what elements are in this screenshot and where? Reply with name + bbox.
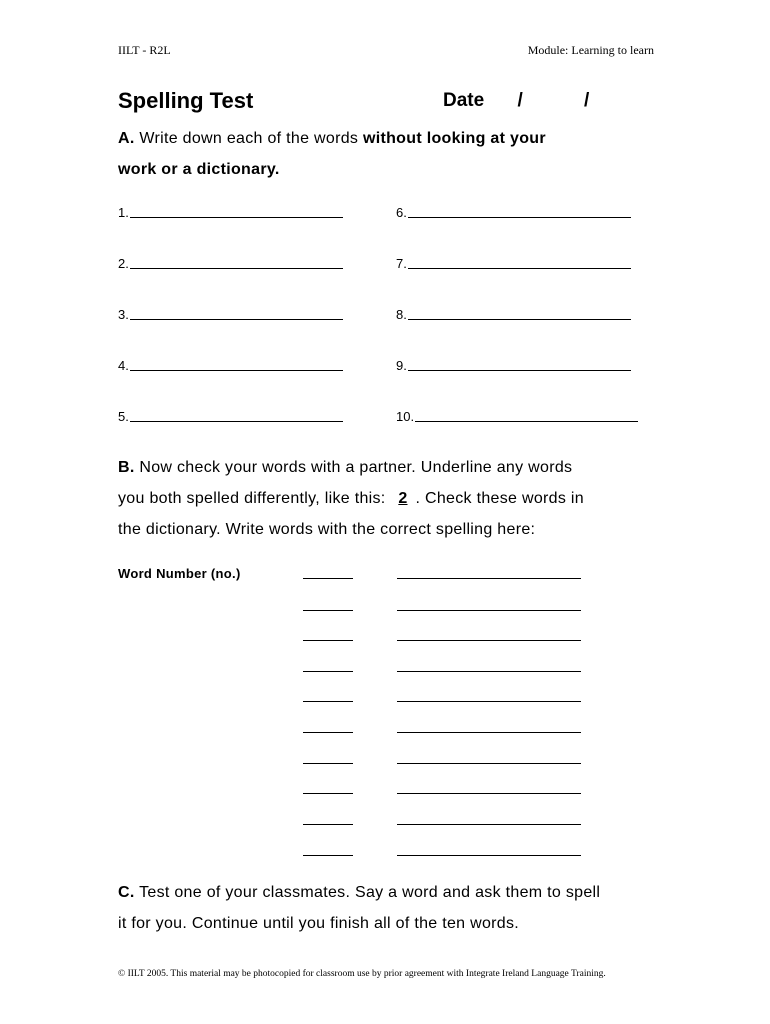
section-b-letter: B. — [118, 459, 135, 476]
header-right: Module: Learning to learn — [527, 43, 654, 57]
answer-line-4[interactable] — [118, 358, 343, 373]
section-b-text-1: Now check your words with a partner. Underline any words — [134, 459, 573, 476]
page-title: Spelling Test — [118, 88, 254, 113]
section-b-text-2a: you both spelled differently, like this: — [118, 490, 391, 507]
blank-line[interactable] — [130, 420, 343, 422]
word-number-label: Word Number (no.) — [118, 566, 241, 581]
blank-line[interactable] — [130, 267, 343, 269]
section-b-line-3 — [118, 521, 535, 539]
section-a-line-2 — [118, 161, 280, 179]
section-c-line-2 — [118, 915, 519, 933]
correct-spelling-blank[interactable] — [397, 793, 581, 794]
word-number-blank[interactable] — [303, 855, 353, 856]
answer-line-9[interactable] — [396, 358, 631, 373]
section-b-line-2 — [118, 490, 584, 508]
date-separator-2: / — [584, 90, 590, 111]
correct-spelling-blank[interactable] — [397, 578, 581, 579]
answer-line-3[interactable] — [118, 307, 343, 322]
section-b-line-1 — [118, 459, 572, 477]
answer-number: 10. — [396, 409, 415, 424]
correct-spelling-blank[interactable] — [397, 732, 581, 733]
blank-line[interactable] — [130, 369, 343, 371]
word-number-blank[interactable] — [303, 793, 353, 794]
answer-number: 8. — [396, 307, 407, 322]
word-number-blank[interactable] — [303, 578, 353, 579]
correct-spelling-blank[interactable] — [397, 640, 581, 641]
answer-line-6[interactable] — [396, 205, 631, 220]
correct-spelling-blank[interactable] — [397, 671, 581, 672]
answer-line-7[interactable] — [396, 256, 631, 271]
answer-number: 9. — [396, 358, 407, 373]
blank-line[interactable] — [408, 318, 631, 320]
section-c-text-1: Test one of your classmates. Say a word and ask them to spell — [134, 884, 601, 901]
answer-number: 1. — [118, 205, 129, 220]
blank-line[interactable] — [415, 420, 638, 422]
correct-spelling-blank[interactable] — [397, 855, 581, 856]
section-a-line-1 — [118, 130, 546, 148]
answer-number: 3. — [118, 307, 129, 322]
date-label: Date — [443, 90, 485, 111]
answer-line-1[interactable] — [118, 205, 343, 220]
section-a-letter: A. — [118, 130, 135, 147]
footer-copyright: © IILT 2005. This material may be photocopied for classroom use by prior agreement with Integrate Ireland Language Training. — [118, 969, 606, 979]
correct-spelling-blank[interactable] — [397, 610, 581, 611]
blank-line[interactable] — [408, 267, 631, 269]
blank-line[interactable] — [408, 216, 631, 218]
blank-line[interactable] — [130, 318, 343, 320]
section-a-bold-2: work or a dictionary. — [118, 161, 280, 178]
date-field — [443, 90, 589, 112]
word-number-blank[interactable] — [303, 732, 353, 733]
answer-number: 6. — [396, 205, 407, 220]
word-number-blank[interactable] — [303, 610, 353, 611]
header-left: IILT - R2L — [118, 43, 171, 57]
answer-line-5[interactable] — [118, 409, 343, 424]
answer-number: 2. — [118, 256, 129, 271]
word-number-blank[interactable] — [303, 701, 353, 702]
word-number-blank[interactable] — [303, 763, 353, 764]
answer-line-10[interactable] — [396, 409, 638, 424]
section-c-letter: C. — [118, 884, 135, 901]
word-number-blank[interactable] — [303, 824, 353, 825]
answer-line-2[interactable] — [118, 256, 343, 271]
answer-number: 7. — [396, 256, 407, 271]
section-b-text-3: the dictionary. Write words with the correct spelling here: — [118, 521, 536, 538]
answer-line-8[interactable] — [396, 307, 631, 322]
underline-sample: 2 — [398, 490, 408, 507]
correct-spelling-blank[interactable] — [397, 824, 581, 825]
word-number-blank[interactable] — [303, 671, 353, 672]
section-a-text: Write down each of the words — [134, 130, 363, 147]
date-separator-1: / — [517, 90, 523, 111]
blank-line[interactable] — [130, 216, 343, 218]
answer-number: 5. — [118, 409, 129, 424]
section-b-text-2b: . Check these words in — [415, 490, 584, 507]
section-c-text-2: it for you. Continue until you finish all of the ten words. — [118, 915, 520, 932]
blank-line[interactable] — [408, 369, 631, 371]
answer-number: 4. — [118, 358, 129, 373]
correct-spelling-blank[interactable] — [397, 701, 581, 702]
section-c-line-1 — [118, 884, 600, 902]
correct-spelling-blank[interactable] — [397, 763, 581, 764]
section-a-bold-1: without looking at your — [362, 130, 546, 147]
word-number-blank[interactable] — [303, 640, 353, 641]
